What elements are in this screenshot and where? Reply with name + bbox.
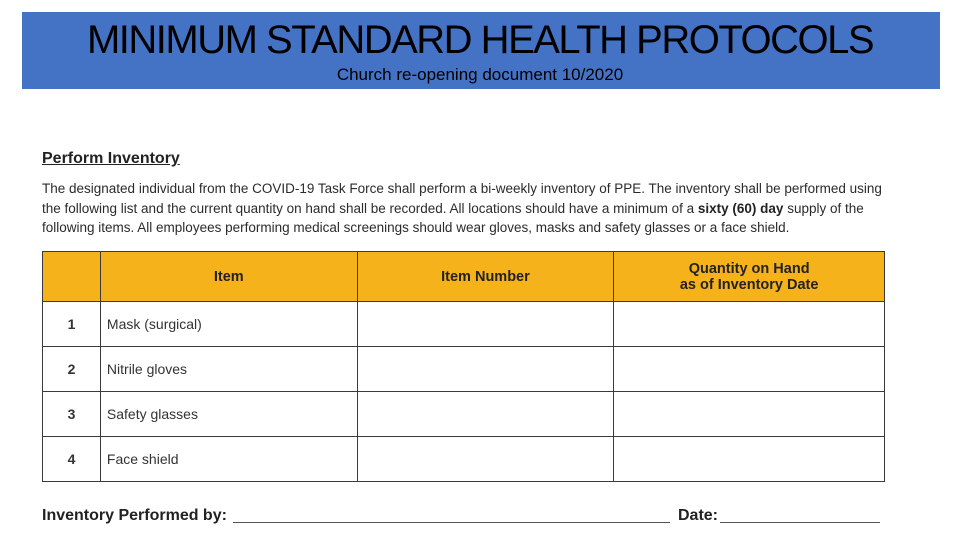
intro-text-end: supply of the following items. All employees performing medical screenings should wear gloves, masks and safety glasses or a face shield. xyxy=(42,200,864,235)
header-item: Item xyxy=(100,252,357,302)
row-item: Mask (surgical) xyxy=(100,302,357,347)
table-row xyxy=(43,437,885,482)
row-item-number-cell[interactable] xyxy=(357,392,614,437)
table-header-row xyxy=(43,252,885,302)
row-item-number-cell[interactable] xyxy=(357,302,614,347)
row-item: Safety glasses xyxy=(100,392,357,437)
table-row xyxy=(43,392,885,437)
header-num xyxy=(43,252,101,302)
row-item-number-cell[interactable] xyxy=(357,437,614,482)
intro-text-bold: sixty (60) day xyxy=(697,200,784,216)
row-number: 2 xyxy=(43,347,101,392)
page-subtitle: Church re-opening document 10/2020 xyxy=(336,65,624,84)
row-quantity-cell[interactable] xyxy=(614,302,885,347)
header-quantity xyxy=(614,252,885,302)
intro-paragraph xyxy=(42,179,892,238)
header-quantity-line2: as of Inventory Date xyxy=(679,276,819,293)
table-row xyxy=(43,347,885,392)
page-title: MINIMUM STANDARD HEALTH PROTOCOLS xyxy=(86,18,874,62)
row-number: 4 xyxy=(43,437,101,482)
intro-text-start: The designated individual from the COVID-19 Task Force shall perform a bi-weekly inventory of PPE. The inventory shall be performed using the following list and the current quantity on hand shall be recorded. All locations should have a minimum of a xyxy=(42,181,882,216)
row-number: 1 xyxy=(43,302,101,347)
date-line[interactable] xyxy=(720,522,880,523)
header-item-number: Item Number xyxy=(357,252,614,302)
row-item-number-cell[interactable] xyxy=(357,347,614,392)
row-quantity-cell[interactable] xyxy=(614,347,885,392)
row-number: 3 xyxy=(43,392,101,437)
row-item: Nitrile gloves xyxy=(100,347,357,392)
inventory-table xyxy=(42,251,885,482)
section-heading: Perform Inventory xyxy=(42,150,180,167)
table-row xyxy=(43,302,885,347)
performed-by-label: Inventory Performed by: xyxy=(42,507,227,524)
header-quantity-line1: Quantity on Hand xyxy=(688,260,810,277)
performed-by-line[interactable] xyxy=(233,522,670,523)
row-quantity-cell[interactable] xyxy=(614,392,885,437)
date-label: Date: xyxy=(678,507,719,524)
row-quantity-cell[interactable] xyxy=(614,437,885,482)
row-item: Face shield xyxy=(100,437,357,482)
